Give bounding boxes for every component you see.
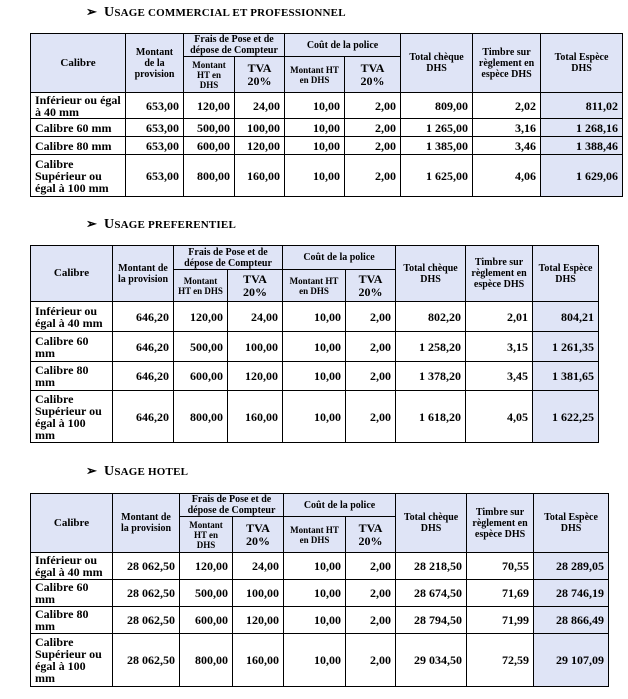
- cell-provision: 646,20: [113, 302, 174, 332]
- col-header-cout-police: Coût de la police: [284, 494, 396, 517]
- cell-provision: 653,00: [126, 93, 184, 119]
- cell-provision: 653,00: [126, 137, 184, 155]
- col-header-police-ht: Montant HT en DHS: [283, 270, 346, 302]
- cell-police-tva: 2,00: [346, 553, 396, 580]
- cell-provision: 28 062,50: [113, 607, 180, 634]
- arrow-bullet-icon: ➢: [86, 4, 98, 19]
- cell-timbre: 4,05: [466, 391, 533, 443]
- cell-frais-ht: 800,00: [184, 155, 235, 197]
- table-row: [31, 553, 609, 580]
- cell-provision: 653,00: [126, 119, 184, 137]
- cell-police-ht: 10,00: [284, 634, 346, 687]
- table-row: [31, 332, 599, 362]
- table-row: [31, 634, 609, 687]
- cell-frais-tva: 100,00: [235, 119, 285, 137]
- cell-calibre: Inférieur ou égal à 40 mm: [31, 553, 113, 580]
- col-header-provision: Montant de la provision: [113, 494, 180, 553]
- cell-total-cheque: 1 258,20: [396, 332, 466, 362]
- cell-frais-tva: 160,00: [235, 155, 285, 197]
- col-header-total-espece: Total Espèce DHS: [534, 494, 609, 553]
- col-header-total-cheque: Total chèque DHS: [401, 34, 473, 93]
- cell-timbre: 4,06: [473, 155, 541, 197]
- arrow-bullet-icon: ➢: [86, 463, 98, 478]
- table-row: [31, 580, 609, 607]
- cell-police-tva: 2,00: [346, 302, 396, 332]
- cell-calibre: Calibre Supérieur ou égal à 100 mm: [31, 634, 113, 687]
- cell-frais-ht: 600,00: [180, 607, 233, 634]
- cell-total-cheque: 809,00: [401, 93, 473, 119]
- cell-frais-ht: 600,00: [184, 137, 235, 155]
- cell-police-tva: 2,00: [345, 155, 401, 197]
- col-header-frais: Frais de Pose et de dépose de Compteur: [180, 494, 284, 517]
- table-row: [31, 302, 599, 332]
- cell-total-espece: 1 629,06: [541, 155, 623, 197]
- col-header-frais-tva: TVA 20%: [228, 270, 283, 302]
- col-header-total-cheque: Total chèque DHS: [396, 494, 467, 553]
- cell-police-ht: 10,00: [283, 302, 346, 332]
- col-header-provision: Montant de la provision: [126, 34, 184, 93]
- cell-police-tva: 2,00: [345, 119, 401, 137]
- cell-police-ht: 10,00: [285, 93, 345, 119]
- col-header-timbre: Timbre sur règlement en espèce DHS: [467, 494, 534, 553]
- cell-calibre: Calibre Supérieur ou égal à 100 mm: [31, 155, 126, 197]
- cell-total-espece: 1 381,65: [533, 362, 599, 391]
- cell-frais-tva: 160,00: [233, 634, 284, 687]
- cell-frais-ht: 800,00: [174, 391, 228, 443]
- cell-calibre: Calibre 60 mm: [31, 119, 126, 137]
- cell-timbre: 71,99: [467, 607, 534, 634]
- section-title-preferentiel: [86, 216, 236, 233]
- cell-total-espece: 1 622,25: [533, 391, 599, 443]
- cell-frais-ht: 500,00: [184, 119, 235, 137]
- cell-frais-ht: 120,00: [184, 93, 235, 119]
- cell-provision: 28 062,50: [113, 634, 180, 687]
- col-header-police-tva: TVA 20%: [346, 270, 396, 302]
- col-header-frais-tva: TVA 20%: [233, 517, 284, 553]
- cell-police-ht: 10,00: [285, 155, 345, 197]
- table-row: [31, 362, 599, 391]
- tariff-table-commercial: [30, 33, 623, 197]
- cell-calibre: Inférieur ou égal à 40 mm: [31, 93, 126, 119]
- cell-police-ht: 10,00: [283, 391, 346, 443]
- section-title-hotel: [86, 463, 188, 480]
- section-title-rest: SAGE PREFERENTIEL: [114, 219, 236, 231]
- cell-calibre: Calibre 80 mm: [31, 362, 113, 391]
- col-header-total-espece: Total Espèce DHS: [533, 246, 599, 302]
- col-header-police-tva: TVA 20%: [346, 517, 396, 553]
- section-title-commercial: [86, 4, 346, 21]
- cell-frais-tva: 100,00: [233, 580, 284, 607]
- col-header-calibre: Calibre: [31, 246, 113, 302]
- col-header-frais-ht: Montant HT en DHS: [180, 517, 233, 553]
- cell-total-espece: 28 866,49: [534, 607, 609, 634]
- col-header-total-cheque: Total chèque DHS: [396, 246, 466, 302]
- cell-timbre: 3,45: [466, 362, 533, 391]
- cell-frais-ht: 500,00: [174, 332, 228, 362]
- cell-total-cheque: 28 794,50: [396, 607, 467, 634]
- cell-total-espece: 29 107,09: [534, 634, 609, 687]
- cell-total-cheque: 1 265,00: [401, 119, 473, 137]
- cell-police-tva: 2,00: [346, 362, 396, 391]
- cell-police-tva: 2,00: [346, 580, 396, 607]
- cell-frais-ht: 500,00: [180, 580, 233, 607]
- cell-frais-tva: 24,00: [233, 553, 284, 580]
- col-header-frais: Frais de Pose et de dépose de Compteur: [184, 34, 285, 57]
- col-header-cout-police: Coût de la police: [283, 246, 396, 270]
- table-row: [31, 155, 623, 197]
- cell-total-cheque: 28 674,50: [396, 580, 467, 607]
- cell-provision: 646,20: [113, 391, 174, 443]
- cell-frais-ht: 800,00: [180, 634, 233, 687]
- cell-timbre: 71,69: [467, 580, 534, 607]
- cell-provision: 646,20: [113, 332, 174, 362]
- table-row: [31, 119, 623, 137]
- cell-timbre: 70,55: [467, 553, 534, 580]
- section-title-rest: SAGE COMMERCIAL ET PROFESSIONNEL: [114, 7, 346, 19]
- cell-frais-ht: 600,00: [174, 362, 228, 391]
- col-header-police-ht: Montant HT en DHS: [285, 57, 345, 93]
- cell-frais-tva: 100,00: [228, 332, 283, 362]
- cell-total-cheque: 1 378,20: [396, 362, 466, 391]
- section-title-initial: U: [104, 5, 115, 20]
- cell-frais-tva: 24,00: [235, 93, 285, 119]
- cell-frais-tva: 120,00: [233, 607, 284, 634]
- cell-total-espece: 28 746,19: [534, 580, 609, 607]
- cell-calibre: Calibre 80 mm: [31, 137, 126, 155]
- section-title-initial: U: [104, 217, 115, 232]
- col-header-cout-police: Coût de la police: [285, 34, 401, 57]
- cell-total-cheque: 1 385,00: [401, 137, 473, 155]
- cell-total-espece: 1 388,46: [541, 137, 623, 155]
- cell-calibre: Calibre 60 mm: [31, 332, 113, 362]
- col-header-provision: Montant de la provision: [113, 246, 174, 302]
- cell-total-cheque: 29 034,50: [396, 634, 467, 687]
- cell-timbre: 72,59: [467, 634, 534, 687]
- col-header-frais-tva: TVA 20%: [235, 57, 285, 93]
- col-header-timbre: Timbre sur règlement en espèce DHS: [473, 34, 541, 93]
- cell-police-ht: 10,00: [283, 332, 346, 362]
- cell-police-tva: 2,00: [346, 634, 396, 687]
- cell-total-espece: 28 289,05: [534, 553, 609, 580]
- tariff-table-hotel: [30, 493, 609, 687]
- cell-police-ht: 10,00: [284, 607, 346, 634]
- col-header-calibre: Calibre: [31, 34, 126, 93]
- cell-timbre: 3,15: [466, 332, 533, 362]
- col-header-frais-ht: Montant HT en DHS: [174, 270, 228, 302]
- cell-police-tva: 2,00: [346, 332, 396, 362]
- cell-timbre: 3,46: [473, 137, 541, 155]
- cell-total-cheque: 28 218,50: [396, 553, 467, 580]
- cell-provision: 28 062,50: [113, 580, 180, 607]
- cell-police-tva: 2,00: [346, 607, 396, 634]
- cell-total-espece: 1 261,35: [533, 332, 599, 362]
- cell-total-cheque: 802,20: [396, 302, 466, 332]
- cell-police-ht: 10,00: [285, 137, 345, 155]
- cell-provision: 653,00: [126, 155, 184, 197]
- cell-police-tva: 2,00: [345, 137, 401, 155]
- cell-police-ht: 10,00: [283, 362, 346, 391]
- cell-frais-ht: 120,00: [180, 553, 233, 580]
- col-header-frais: Frais de Pose et de dépose de Compteur: [174, 246, 283, 270]
- cell-police-ht: 10,00: [284, 580, 346, 607]
- section-title-rest: SAGE HOTEL: [114, 466, 189, 478]
- cell-timbre: 2,02: [473, 93, 541, 119]
- arrow-bullet-icon: ➢: [86, 216, 98, 231]
- cell-calibre: Calibre 80 mm: [31, 607, 113, 634]
- cell-timbre: 3,16: [473, 119, 541, 137]
- cell-police-ht: 10,00: [285, 119, 345, 137]
- cell-total-cheque: 1 618,20: [396, 391, 466, 443]
- col-header-police-ht: Montant HT en DHS: [284, 517, 346, 553]
- cell-frais-ht: 120,00: [174, 302, 228, 332]
- cell-timbre: 2,01: [466, 302, 533, 332]
- table-row: [31, 391, 599, 443]
- cell-total-espece: 1 268,16: [541, 119, 623, 137]
- col-header-total-espece: Total Espèce DHS: [541, 34, 623, 93]
- col-header-police-tva: TVA 20%: [345, 57, 401, 93]
- cell-frais-tva: 160,00: [228, 391, 283, 443]
- col-header-frais-ht: Montant HT en DHS: [184, 57, 235, 93]
- cell-provision: 646,20: [113, 362, 174, 391]
- cell-frais-tva: 24,00: [228, 302, 283, 332]
- cell-police-tva: 2,00: [346, 391, 396, 443]
- cell-police-ht: 10,00: [284, 553, 346, 580]
- table-row: [31, 93, 623, 119]
- cell-total-espece: 804,21: [533, 302, 599, 332]
- table-row: [31, 607, 609, 634]
- cell-calibre: Calibre 60 mm: [31, 580, 113, 607]
- cell-provision: 28 062,50: [113, 553, 180, 580]
- cell-frais-tva: 120,00: [235, 137, 285, 155]
- cell-total-cheque: 1 625,00: [401, 155, 473, 197]
- col-header-calibre: Calibre: [31, 494, 113, 553]
- cell-total-espece: 811,02: [541, 93, 623, 119]
- cell-frais-tva: 120,00: [228, 362, 283, 391]
- cell-calibre: Inférieur ou égal à 40 mm: [31, 302, 113, 332]
- tariff-table-preferentiel: [30, 245, 599, 443]
- cell-police-tva: 2,00: [345, 93, 401, 119]
- cell-calibre: Calibre Supérieur ou égal à 100 mm: [31, 391, 113, 443]
- section-title-initial: U: [104, 464, 115, 479]
- table-row: [31, 137, 623, 155]
- col-header-timbre: Timbre sur règlement en espèce DHS: [466, 246, 533, 302]
